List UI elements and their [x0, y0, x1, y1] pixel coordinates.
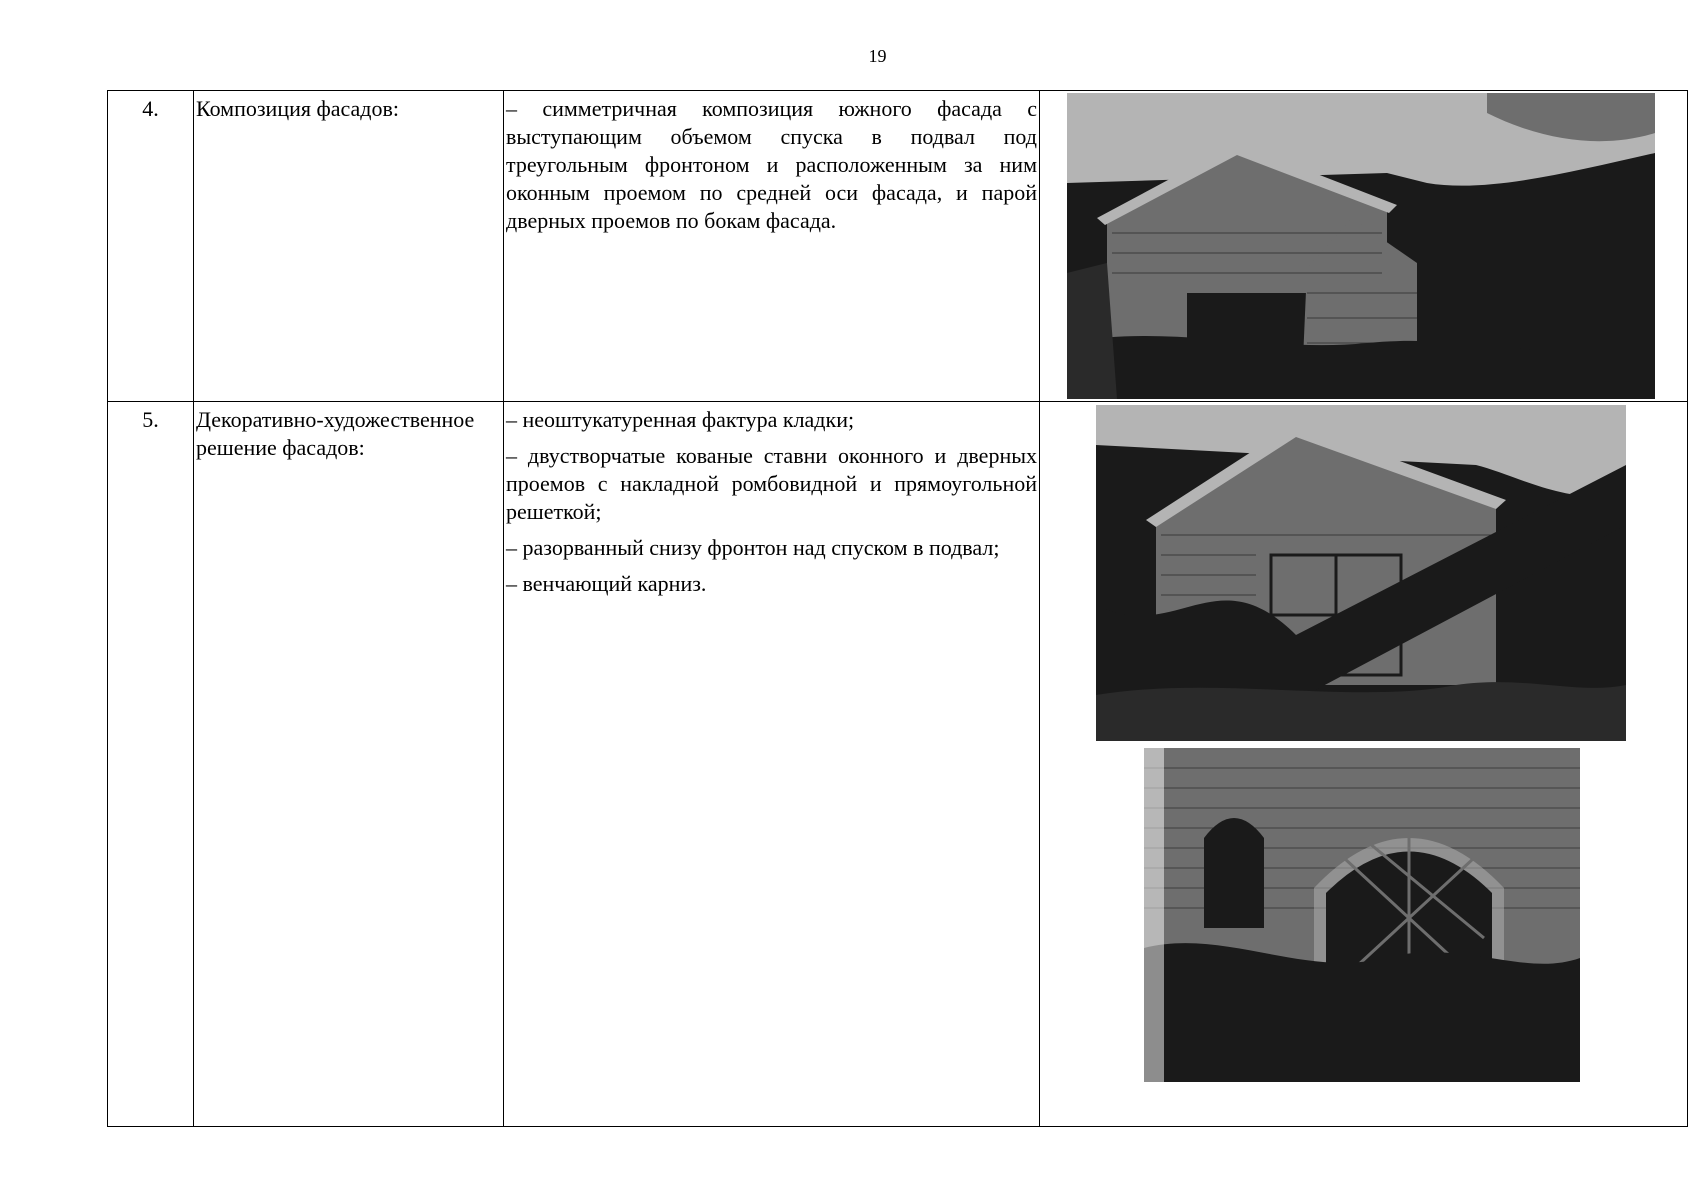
- row-description: [504, 402, 1040, 1127]
- photo-cell: [1040, 402, 1688, 1127]
- table-row: [108, 402, 1688, 1127]
- arched-door-photo: [1144, 748, 1580, 1082]
- description-item: – разорванный снизу фронтон над спуском в подвал;: [506, 535, 1000, 560]
- table-row: [108, 91, 1688, 402]
- photo-cell: [1040, 91, 1688, 402]
- building-front-photo: [1096, 405, 1626, 741]
- row-number: 4.: [108, 91, 194, 402]
- row-number: 5.: [108, 402, 194, 1127]
- description-item: – неоштукатуренная фактура кладки;: [506, 407, 855, 432]
- building-facade-photo: [1067, 93, 1655, 399]
- row-name: Декоративно-художественное решение фасадов:: [194, 402, 504, 1127]
- page-number: 19: [868, 46, 887, 66]
- description-item: – венчающий карниз.: [506, 571, 707, 596]
- description-item: – симметричная композиция южного фасада с выступающим объемом спуска в подвал под треугольным фронтоном и расположенным за ним оконным проемом по средней оси фасада, и парой дверных проемов по бокам фасада.: [506, 96, 1037, 233]
- row-description: [504, 91, 1040, 402]
- heritage-table: [107, 90, 1688, 1127]
- row-name: Композиция фасадов:: [194, 91, 504, 402]
- description-item: – двустворчатые кованые ставни оконного и дверных проемов с накладной ромбовидной и прямоугольной решеткой;: [506, 443, 1037, 524]
